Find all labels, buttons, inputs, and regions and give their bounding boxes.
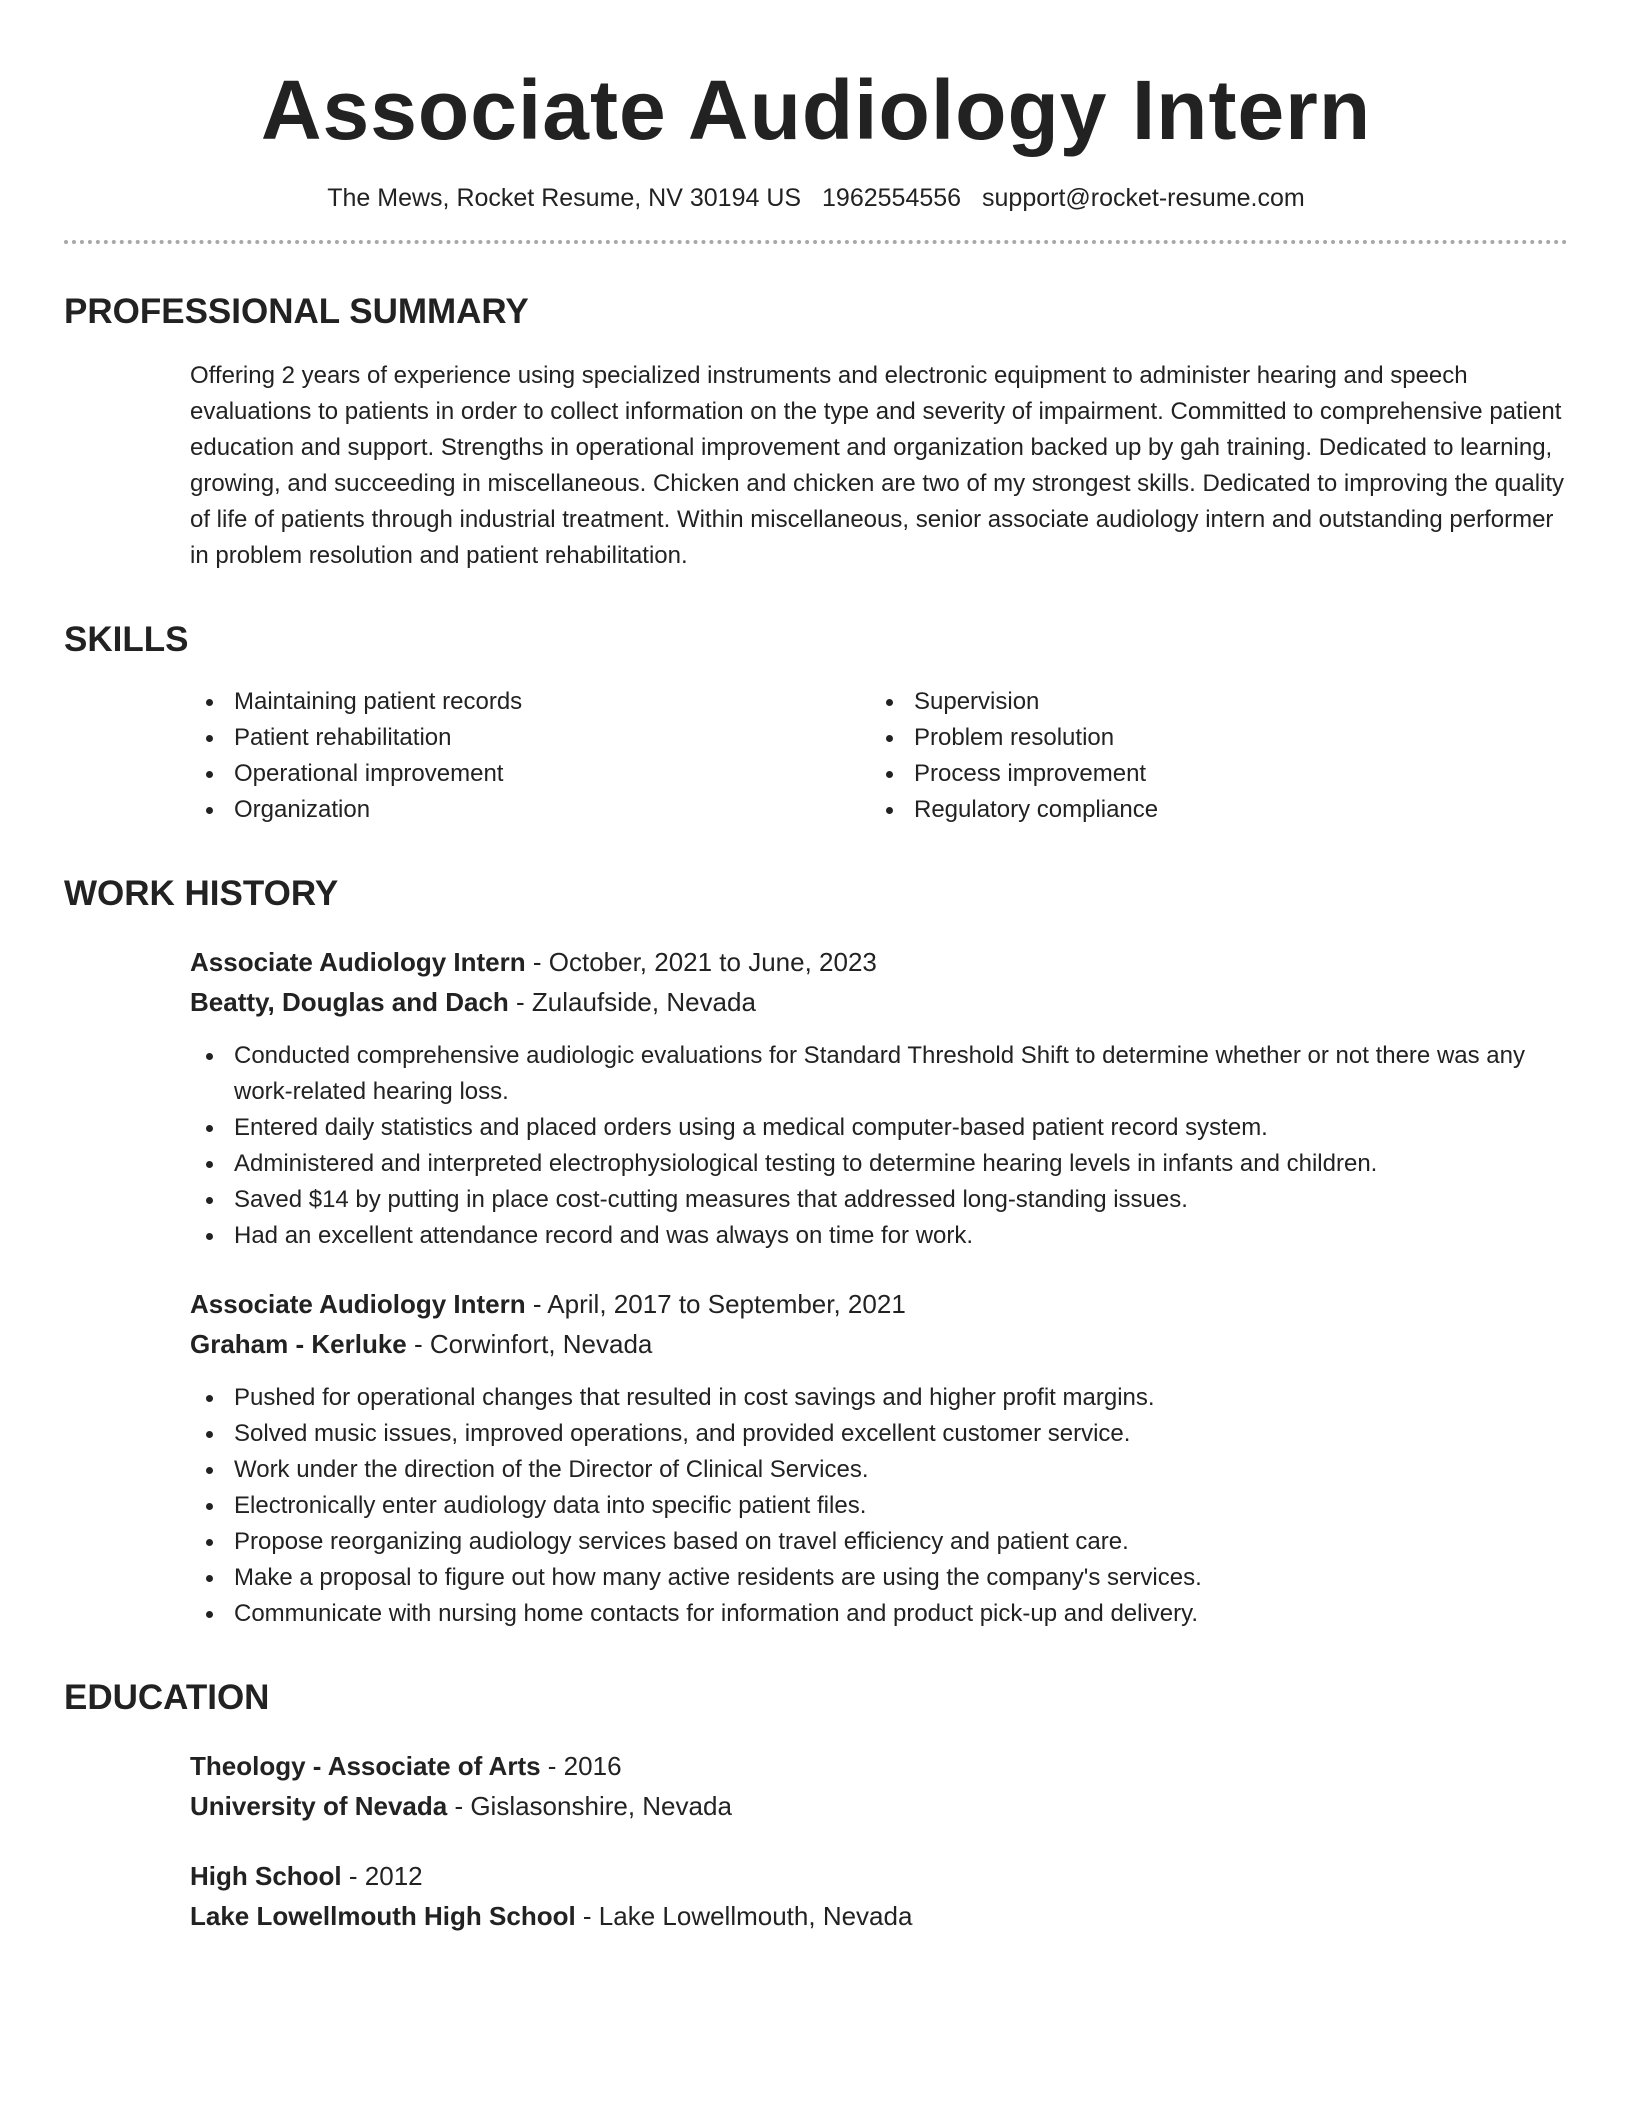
education-location: - Lake Lowellmouth, Nevada <box>575 1901 913 1931</box>
job-title-line <box>190 1284 1568 1324</box>
education-degree-line <box>190 1746 1568 1786</box>
skill-item: Maintaining patient records <box>190 684 870 720</box>
job-location: - Zulaufside, Nevada <box>508 987 756 1017</box>
skills-column-left <box>190 684 870 828</box>
education-degree: High School <box>190 1861 342 1891</box>
job-bullet: Saved $14 by putting in place cost-cutting measures that addressed long-standing issues. <box>190 1182 1568 1218</box>
job-bullets <box>190 1380 1568 1632</box>
resume-name: Associate Audiology Intern <box>260 63 1372 157</box>
job-company-line <box>190 1324 1568 1364</box>
job-bullet: Conducted comprehensive audiologic evaluations for Standard Threshold Shift to determine whether or not there was any work-related hearing loss. <box>190 1038 1568 1110</box>
education-degree: Theology - Associate of Arts <box>190 1751 541 1781</box>
education-school-line <box>190 1896 1568 1936</box>
job-bullet: Entered daily statistics and placed orders using a medical computer-based patient record system. <box>190 1110 1568 1146</box>
education-year: - 2016 <box>540 1751 622 1781</box>
job-bullets <box>190 1038 1568 1254</box>
skill-item: Regulatory compliance <box>870 792 1550 828</box>
job-bullet: Work under the direction of the Director of Clinical Services. <box>190 1452 1568 1488</box>
summary-text: Offering 2 years of experience using specialized instruments and electronic equipment to administer hearing and speech evaluations to patients in order to collect information on the type and severity of impairment. Committed to comprehensive patient education and support. Strengths in operational improvement and organization backed up by gah training. Dedicated to learning, growing, and succeeding in miscellaneous. Chicken and chicken are two of my strongest skills. Dedicated to improving the quality of life of patients through industrial treatment. Within miscellaneous, senior associate audiology intern and outstanding performer in problem resolution and patient rehabilitation. <box>190 362 1565 569</box>
job-company: Beatty, Douglas and Dach <box>190 987 509 1017</box>
education-entry <box>190 1856 1568 1936</box>
job-title-line <box>190 942 1568 982</box>
header-divider <box>64 240 1568 244</box>
job-bullet: Electronically enter audiology data into specific patient files. <box>190 1488 1568 1524</box>
job-bullet: Administered and interpreted electrophysiological testing to determine hearing levels in infants and children. <box>190 1146 1568 1182</box>
skill-item: Organization <box>190 792 870 828</box>
contact-address: The Mews, Rocket Resume, NV 30194 US <box>327 184 802 212</box>
job-entry <box>190 942 1568 1254</box>
section-title-work: WORK HISTORY <box>64 874 339 913</box>
education-degree-line <box>190 1856 1568 1896</box>
job-entry <box>190 1284 1568 1632</box>
contact-phone: 1962554556 <box>822 184 962 212</box>
job-bullet: Make a proposal to figure out how many active residents are using the company's services. <box>190 1560 1568 1596</box>
job-company: Graham - Kerluke <box>190 1329 407 1359</box>
job-bullet: Solved music issues, improved operations, and provided excellent customer service. <box>190 1416 1568 1452</box>
job-title: Associate Audiology Intern <box>190 1289 526 1319</box>
education-year: - 2012 <box>341 1861 423 1891</box>
education-school: University of Nevada <box>190 1791 448 1821</box>
section-title-skills: SKILLS <box>64 620 189 659</box>
education-entry <box>190 1746 1568 1826</box>
contact-line <box>64 180 1568 216</box>
job-dates: - October, 2021 to June, 2023 <box>525 947 877 977</box>
skill-item: Operational improvement <box>190 756 870 792</box>
job-dates: - April, 2017 to September, 2021 <box>525 1289 906 1319</box>
job-bullet: Pushed for operational changes that resulted in cost savings and higher profit margins. <box>190 1380 1568 1416</box>
job-title: Associate Audiology Intern <box>190 947 526 977</box>
job-bullet: Propose reorganizing audiology services based on travel efficiency and patient care. <box>190 1524 1568 1560</box>
skill-item: Supervision <box>870 684 1550 720</box>
job-bullet: Communicate with nursing home contacts for information and product pick-up and delivery. <box>190 1596 1568 1632</box>
skill-item: Patient rehabilitation <box>190 720 870 756</box>
job-company-line <box>190 982 1568 1022</box>
education-school: Lake Lowellmouth High School <box>190 1901 576 1931</box>
education-location: - Gislasonshire, Nevada <box>447 1791 732 1821</box>
skill-item: Problem resolution <box>870 720 1550 756</box>
skills-column-right <box>870 684 1550 828</box>
education-school-line <box>190 1786 1568 1826</box>
section-title-summary: PROFESSIONAL SUMMARY <box>64 292 529 331</box>
skills-list <box>190 684 1568 828</box>
section-title-education: EDUCATION <box>64 1678 270 1717</box>
contact-email[interactable]: support@rocket-resume.com <box>982 184 1305 212</box>
job-location: - Corwinfort, Nevada <box>406 1329 653 1359</box>
skill-item: Process improvement <box>870 756 1550 792</box>
job-bullet: Had an excellent attendance record and was always on time for work. <box>190 1218 1568 1254</box>
